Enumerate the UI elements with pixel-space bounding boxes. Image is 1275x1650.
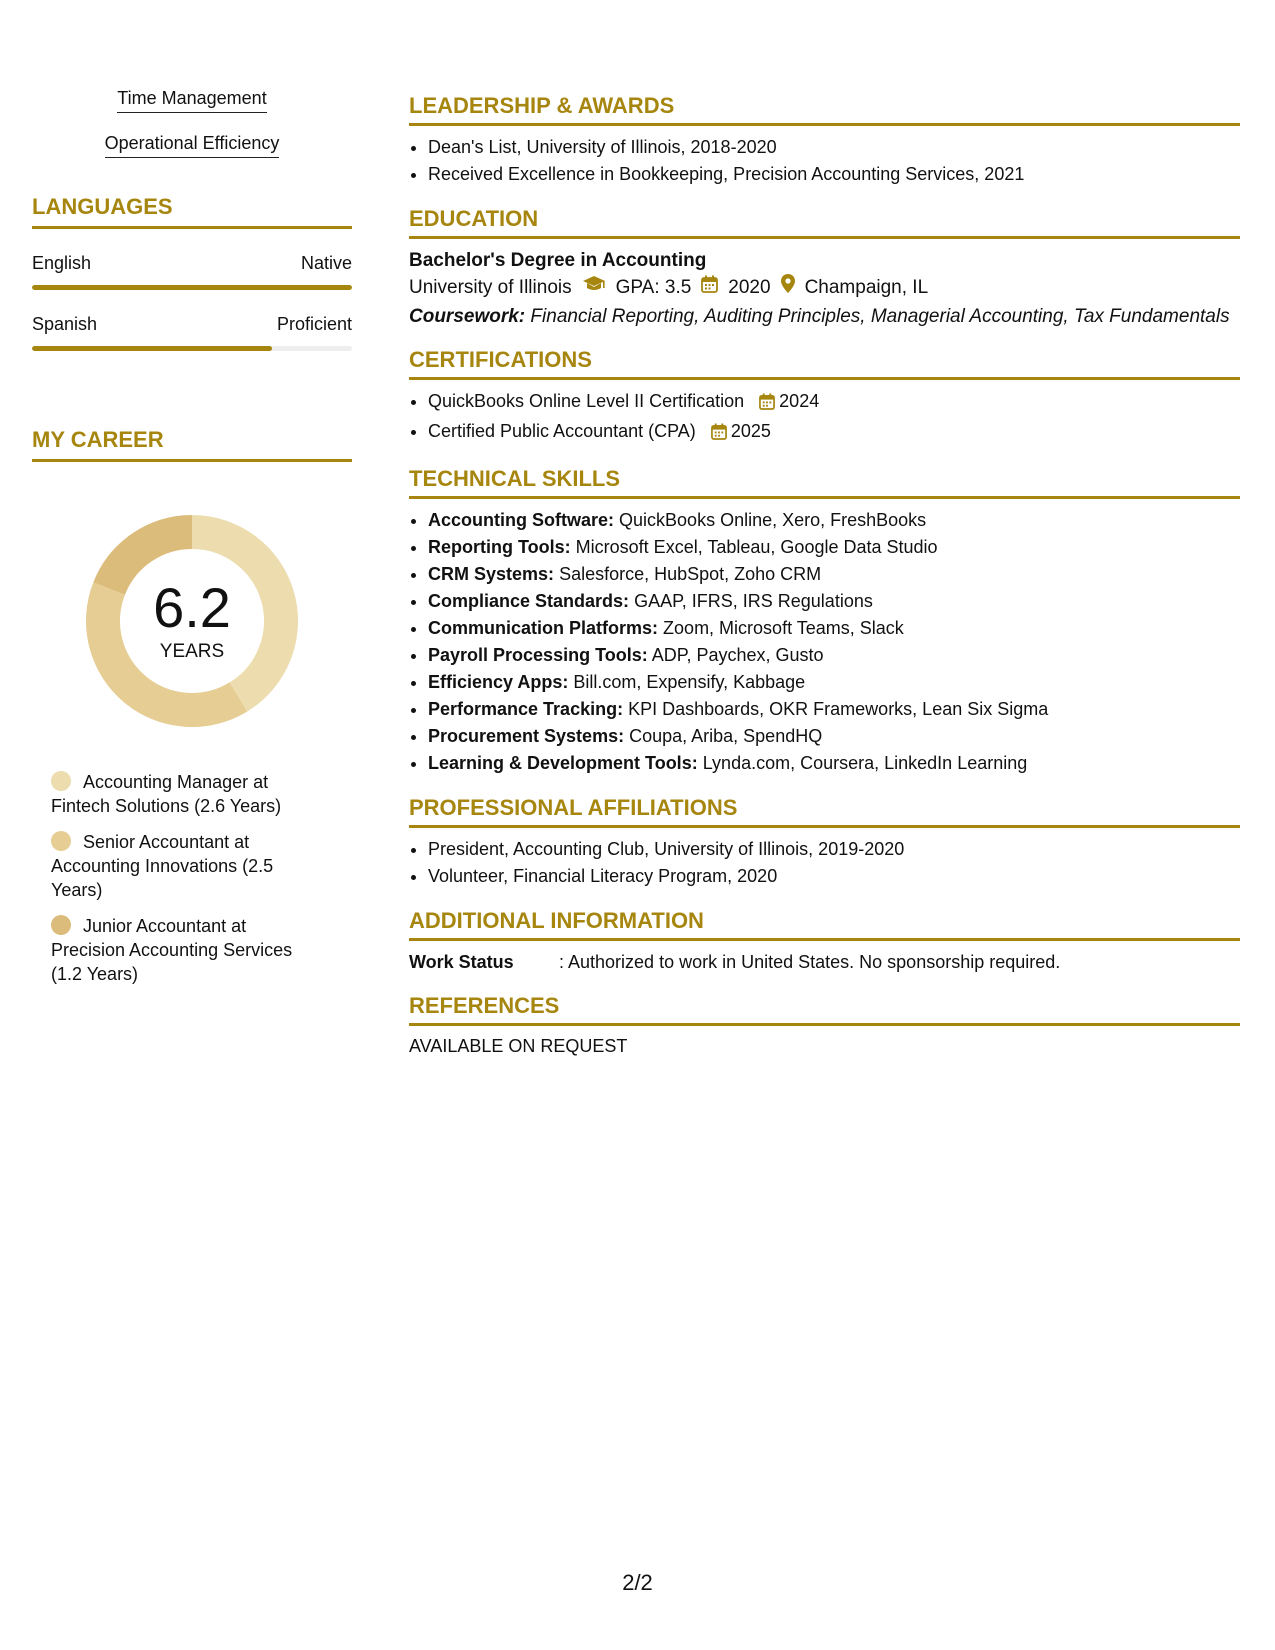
skill-item	[428, 534, 1240, 561]
list-item: • President, Accounting Club, University of Illinois, 2019-2020	[428, 836, 1240, 863]
language-bar	[32, 285, 352, 290]
career-total-unit: YEARS	[159, 641, 225, 662]
skill-category: Payroll Processing Tools:	[428, 645, 648, 665]
skill-category: CRM Systems:	[428, 564, 555, 584]
left-column	[32, 86, 352, 998]
skill-item	[428, 615, 1240, 642]
gpa: GPA: 3.5	[615, 277, 692, 298]
skill-item	[428, 669, 1240, 696]
education-section	[409, 206, 1240, 329]
skill-category: Reporting Tools:	[428, 537, 571, 557]
work-status-value: : Authorized to work in United States. No sponsorship required.	[559, 952, 1061, 972]
certification-name: QuickBooks Online Level II Certification	[428, 391, 745, 411]
career-total-years: 6.2	[153, 576, 231, 639]
skill-category: Procurement Systems:	[428, 726, 625, 746]
skill-values: Salesforce, HubSpot, Zoho CRM	[559, 564, 822, 584]
degree-title: Bachelor's Degree in Accounting	[409, 250, 707, 271]
career-legend-label: Junior Accountant at Precision Accounting Services (1.2 Years)	[51, 916, 293, 984]
technical-skills-heading: TECHNICAL SKILLS	[409, 466, 1240, 499]
certification-name: Certified Public Accountant (CPA)	[428, 421, 696, 441]
list-item: • Volunteer, Financial Literacy Program, 2020	[428, 863, 1240, 890]
references-heading: REFERENCES	[409, 993, 1240, 1026]
skill-item	[428, 723, 1240, 750]
references-section	[409, 993, 1240, 1057]
languages-heading: LANGUAGES	[32, 194, 352, 229]
skill-item	[428, 561, 1240, 588]
skill-item	[428, 696, 1240, 723]
career-legend-item	[51, 830, 311, 902]
skill-item	[428, 750, 1240, 777]
references-text: AVAILABLE ON REQUEST	[409, 1036, 628, 1056]
page-number: 2/2	[622, 1570, 653, 1595]
skill-values: GAAP, IFRS, IRS Regulations	[634, 591, 873, 611]
certifications-section	[409, 347, 1240, 448]
skill-category: Efficiency Apps:	[428, 672, 569, 692]
skill-category: Communication Platforms:	[428, 618, 659, 638]
school-name: University of Illinois	[409, 277, 572, 298]
leadership-heading: LEADERSHIP & AWARDS	[409, 93, 1240, 126]
language-level: Native	[300, 253, 352, 273]
legend-dot-icon	[51, 915, 71, 935]
skill-category: Performance Tracking:	[428, 699, 624, 719]
education-heading: EDUCATION	[409, 206, 1240, 239]
certification-year: 2025	[730, 421, 771, 441]
skill-values: Zoom, Microsoft Teams, Slack	[663, 618, 904, 638]
career-heading: MY CAREER	[32, 427, 352, 462]
school-location: Champaign, IL	[804, 277, 929, 298]
skill-values: QuickBooks Online, Xero, FreshBooks	[619, 510, 927, 530]
career-section	[32, 427, 352, 986]
coursework-text: Financial Reporting, Auditing Principles, Managerial Accounting, Tax Fundamentals	[530, 306, 1230, 327]
skill-tag: Operational Efficiency	[105, 131, 280, 158]
legend-dot-icon	[51, 831, 71, 851]
additional-info-section	[409, 908, 1240, 975]
calendar-icon	[711, 421, 727, 448]
language-item	[32, 251, 352, 290]
technical-skills-section	[409, 466, 1240, 777]
coursework	[409, 304, 1240, 329]
calendar-icon	[701, 274, 718, 302]
affiliations-heading: PROFESSIONAL AFFILIATIONS	[409, 795, 1240, 828]
languages-section	[32, 194, 352, 351]
skill-category: Accounting Software:	[428, 510, 615, 530]
graduation-year: 2020	[728, 277, 771, 298]
affiliations-section	[409, 795, 1240, 890]
skill-category: Compliance Standards:	[428, 591, 630, 611]
list-item: • Dean's List, University of Illinois, 2018-2020	[428, 134, 1240, 161]
language-bar-fill	[32, 285, 352, 290]
certifications-heading: CERTIFICATIONS	[409, 347, 1240, 380]
career-legend-label: Accounting Manager at Fintech Solutions (2.6 Years)	[51, 772, 282, 816]
career-legend-item	[51, 914, 311, 986]
skill-category: Learning & Development Tools:	[428, 753, 698, 773]
language-bar	[32, 346, 352, 351]
additional-info-heading: ADDITIONAL INFORMATION	[409, 908, 1240, 941]
coursework-label: Coursework:	[409, 306, 526, 327]
technical-skills-list	[409, 507, 1240, 777]
skill-tag: Time Management	[117, 86, 266, 113]
career-donut-chart	[77, 506, 307, 736]
list-item: • Received Excellence in Bookkeeping, Precision Accounting Services, 2021	[428, 161, 1240, 188]
career-legend-item	[51, 770, 311, 818]
skill-values: Microsoft Excel, Tableau, Google Data Studio	[575, 537, 938, 557]
skill-item	[428, 588, 1240, 615]
location-pin-icon	[781, 274, 795, 302]
language-bar-fill	[32, 346, 272, 351]
calendar-icon	[759, 391, 775, 418]
language-name: English	[32, 253, 92, 273]
skill-item	[428, 507, 1240, 534]
work-status-row	[409, 949, 1240, 975]
legend-dot-icon	[51, 771, 71, 791]
skill-item	[428, 642, 1240, 669]
affiliations-list	[409, 836, 1240, 890]
skill-values: Lynda.com, Coursera, LinkedIn Learning	[702, 753, 1028, 773]
certifications-list	[409, 388, 1240, 448]
skill-values: KPI Dashboards, OKR Frameworks, Lean Six Sigma	[628, 699, 1049, 719]
language-item	[32, 312, 352, 351]
language-name: Spanish	[32, 314, 98, 334]
donut-center	[77, 506, 307, 736]
right-column	[409, 93, 1240, 1075]
career-legend-label: Senior Accountant at Accounting Innovations (2.5 Years)	[51, 832, 274, 900]
work-status-label: Work Status	[409, 952, 514, 972]
education-meta	[409, 274, 1240, 302]
leadership-section	[409, 93, 1240, 188]
certification-year: 2024	[779, 391, 820, 411]
certification-item	[428, 418, 1240, 448]
career-legend	[32, 770, 311, 986]
graduation-cap-icon	[582, 274, 606, 302]
leadership-list	[409, 134, 1240, 188]
skill-values: Bill.com, Expensify, Kabbage	[573, 672, 806, 692]
certification-item	[428, 388, 1240, 418]
skill-values: ADP, Paychex, Gusto	[651, 645, 824, 665]
language-level: Proficient	[276, 314, 352, 334]
skill-values: Coupa, Ariba, SpendHQ	[629, 726, 823, 746]
